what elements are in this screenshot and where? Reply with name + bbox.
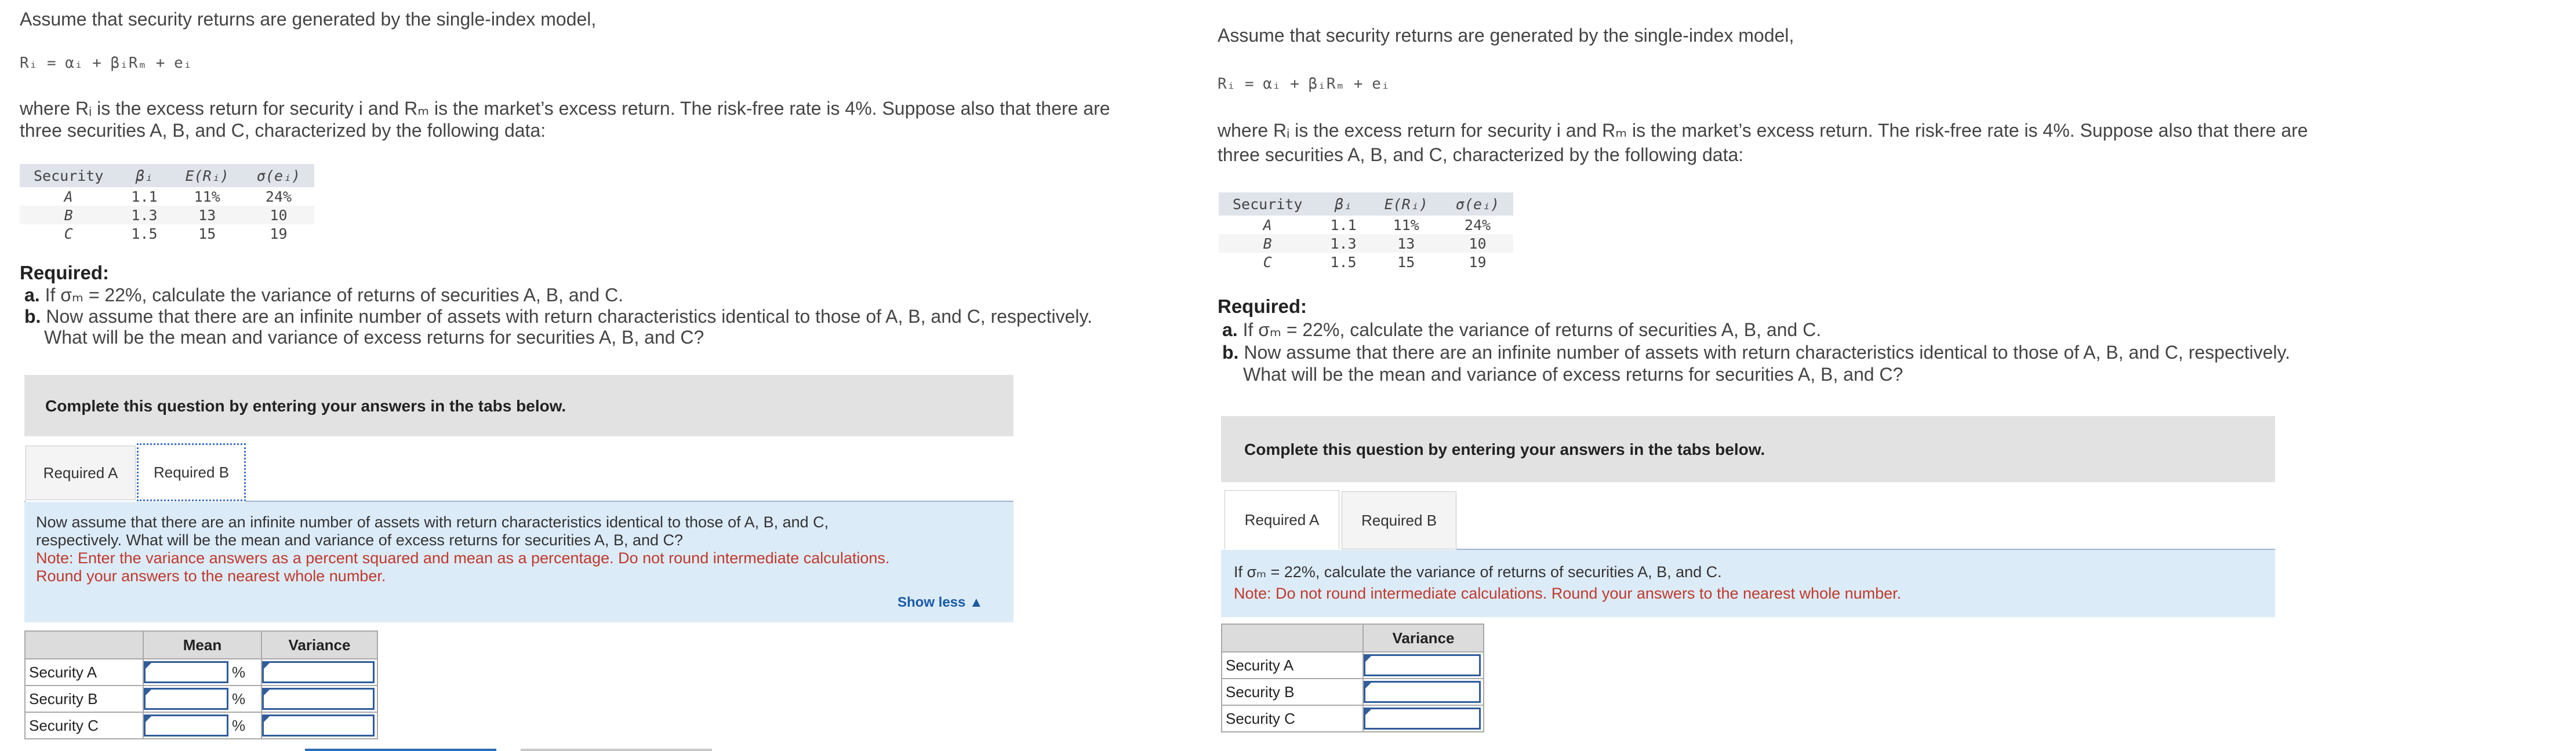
percent-unit: % [232,690,246,708]
note-text-line1: Note: Enter the variance answers as a percent squared and mean as a percentage. Do not round intermediate calculations. [36,549,890,567]
tab-required-b[interactable]: Required B [137,443,246,501]
variance-cell [261,712,377,739]
mean-cell [143,686,261,712]
answer-header-mean: Mean [143,631,261,659]
mean-cell [143,712,261,739]
table-row [1222,705,1484,732]
required-b-line2: What will be the mean and variance of excess returns for securities A, B, and C? [44,327,704,348]
model-formula: Rᵢ = αᵢ + βᵢRₘ + eᵢ [1218,75,1390,93]
table-row: C 1.5 15 19 [1263,253,1487,271]
col-header-beta: βᵢ [117,164,171,187]
row-label-security-b: Security B [1222,679,1363,705]
mean-cell [143,659,261,686]
table-row [25,659,377,686]
percent-unit: % [232,716,246,734]
right-panel [1206,0,2576,751]
security-data-table [20,164,314,243]
variance-input-security-b[interactable] [262,688,375,710]
row-label-security-c: Security C [25,712,143,739]
variance-input-security-c[interactable] [1364,708,1481,730]
variance-cell [1363,652,1484,679]
instructions-box: Complete this question by entering your answers in the tabs below. [24,375,1013,436]
next-button-edge[interactable] [521,749,712,751]
mean-input-security-b[interactable] [144,688,228,710]
col-header-expected-return: E(Rᵢ) [172,164,243,187]
table-row: C 1.5 15 19 [64,225,288,242]
question-text-line1: Now assume that there are an infinite number of assets with return characteristics identical to those of A, B, and C, [36,513,829,531]
percent-unit: % [232,663,246,681]
tab-required-a[interactable]: Required A [1225,490,1339,549]
required-a: a. If σₘ = 22%, calculate the variance of returns of securities A, B, and C. [24,285,624,305]
intro-text: Assume that security returns are generated by the single-index model, [1218,25,1794,46]
mean-input-security-c[interactable] [144,714,228,737]
required-title: Required: [1218,296,1307,317]
variance-cell [1363,679,1484,705]
variance-input-security-b[interactable] [1364,681,1481,703]
table-row [25,712,377,739]
row-label-security-a: Security A [1222,652,1363,679]
table-row [25,686,377,712]
answer-header-blank [25,631,143,659]
col-header-security: Security [20,164,117,187]
table-row [1222,679,1484,705]
variance-cell [261,659,377,686]
table-row: B 1.3 13 10 [20,206,314,224]
intro-text: Assume that security returns are generated by the single-index model, [20,9,597,30]
variance-cell [261,686,377,712]
row-label-security-b: Security B [25,686,143,712]
variance-input-security-c[interactable] [262,714,375,737]
table-row [1222,652,1484,679]
required-b: b. Now assume that there are an infinite number of assets with return characteristics identical to those of A, B, and C, respectively. [1222,342,2291,363]
question-box [24,502,1013,622]
row-label-security-a: Security A [25,659,143,686]
table-row: A 1.1 11% 24% [1263,216,1491,234]
where-text-line2: three securities A, B, and C, characterized by the following data: [1218,144,1744,165]
col-header-residual-sd: σ(eᵢ) [243,164,314,187]
answer-header-variance: Variance [261,631,377,659]
question-box [1221,550,2275,617]
row-label-security-c: Security C [1222,705,1363,732]
answer-table [24,630,378,739]
tab-required-b[interactable]: Required B [1342,491,1456,549]
table-row: A 1.1 11% 24% [64,188,292,205]
table-row: B 1.3 13 10 [1219,234,1513,253]
required-b: b. Now assume that there are an infinite number of assets with return characteristics identical to those of A, B, and C, respectively. [24,306,1093,327]
answer-header-variance: Variance [1363,624,1484,652]
where-text-line1: where Rᵢ is the excess return for security i and Rₘ is the market’s excess return. The risk-free rate is 4%. Suppose also that there are [1218,120,2308,141]
variance-input-security-a[interactable] [262,661,375,683]
col-header-residual-sd: σ(eᵢ) [1442,192,1513,216]
security-data-table [1219,192,1513,271]
show-less-link[interactable]: Show less ▲ [898,595,983,610]
variance-input-security-a[interactable] [1364,654,1481,676]
mean-input-security-a[interactable] [144,661,228,683]
col-header-security: Security [1219,192,1316,216]
answer-table [1221,624,1484,732]
where-text-line2: three securities A, B, and C, characterized by the following data: [20,120,546,141]
answer-header-blank [1222,624,1363,652]
left-panel [0,0,1206,751]
col-header-expected-return: E(Rᵢ) [1371,192,1442,216]
where-text-line1: where Rᵢ is the excess return for security i and Rₘ is the market’s excess return. The risk-free rate is 4%. Suppose also that there are [20,98,1110,119]
note-text-line1: Note: Do not round intermediate calculations. Round your answers to the nearest whole number. [1234,585,1902,602]
variance-cell [1363,705,1484,732]
col-header-beta: βᵢ [1316,192,1370,216]
tab-required-a[interactable]: Required A [26,446,136,500]
prev-button-edge[interactable] [305,749,496,751]
required-a: a. If σₘ = 22%, calculate the variance of returns of securities A, B, and C. [1222,319,1822,340]
model-formula: Rᵢ = αᵢ + βᵢRₘ + eᵢ [20,54,192,72]
instructions-box: Complete this question by entering your answers in the tabs below. [1221,416,2275,482]
question-text-line1: If σₘ = 22%, calculate the variance of returns of securities A, B, and C. [1234,563,1722,581]
required-title: Required: [20,262,110,283]
note-text-line2: Round your answers to the nearest whole number. [36,567,386,585]
required-b-line2: What will be the mean and variance of excess returns for securities A, B, and C? [1243,364,1903,385]
question-text-line2: respectively. What will be the mean and variance of excess returns for securities A, B, and C? [36,531,684,549]
